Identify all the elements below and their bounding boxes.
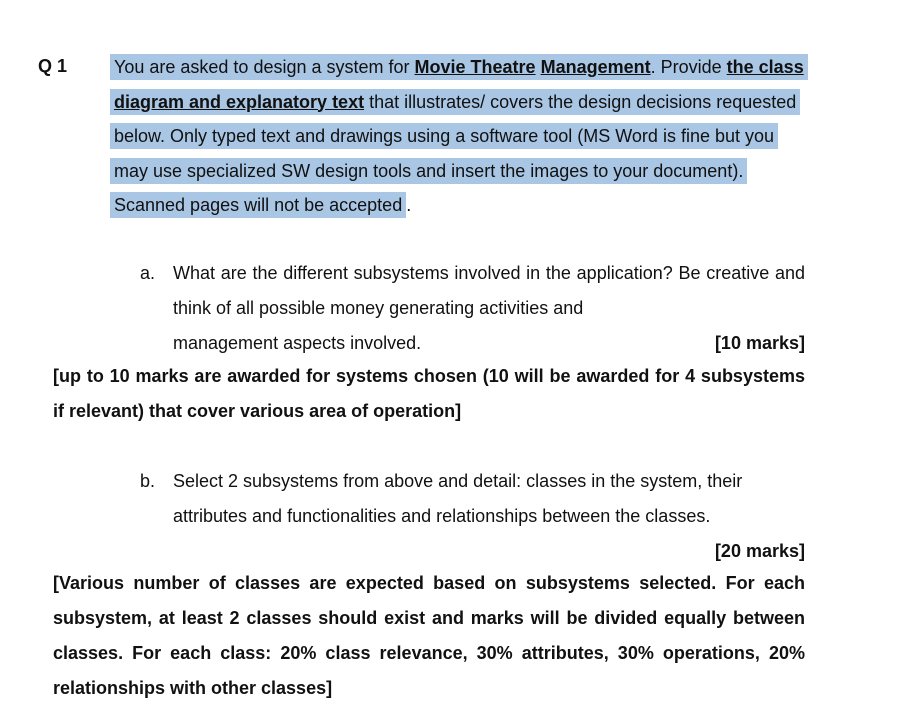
intro-emphasis-class-diagram: the class diagram and explanatory text [114,57,804,112]
part-b-text: Select 2 subsystems from above and detail: classes in the system, their attributes and functionalities and relationships between the classes. [173,471,743,526]
part-b [140,464,805,569]
question-number: Q 1 [38,56,68,76]
part-a [140,256,805,361]
intro-emphasis-movie-theatre: Movie Theatre [414,57,536,77]
part-a-marks-row [173,326,805,361]
intro-period: . [406,195,412,215]
part-a-last-line: management aspects involved. [173,333,422,353]
part-b-marks: [20 marks] [714,541,805,561]
part-a-marks: [10 marks] [714,333,805,353]
part-b-note: [Various number of classes are expected based on subsystems selected. For each subsystem, at least 2 classes should exist and marks will be divided equally between classes. For each class: 20% class relevance, 30% attributes, 30% operations, 20% relationships with other classes] [53,573,805,698]
intro-text-1: You are asked to design a system for [114,57,415,77]
intro-text-3: that illustrates/ covers the design decisions requested below. Only typed text and drawings using a software tool (MS Word is fine but you may use specialized SW design tools and insert the images to your document). Scanned pages will not be accepted [114,91,797,215]
part-a-note: [up to 10 marks are awarded for systems chosen (10 will be awarded for 4 subsystems if relevant) that cover various area of operation] [53,366,805,421]
part-a-letter: a. [140,263,156,283]
intro-emphasis-management: Management [540,57,651,77]
question-intro [110,50,810,223]
part-b-letter: b. [140,471,156,491]
intro-highlight [110,54,808,218]
intro-text-2: . Provide [650,57,727,77]
part-a-text: What are the different subsystems involved in the application? Be creative and think of all possible money generating activities and [173,263,805,318]
